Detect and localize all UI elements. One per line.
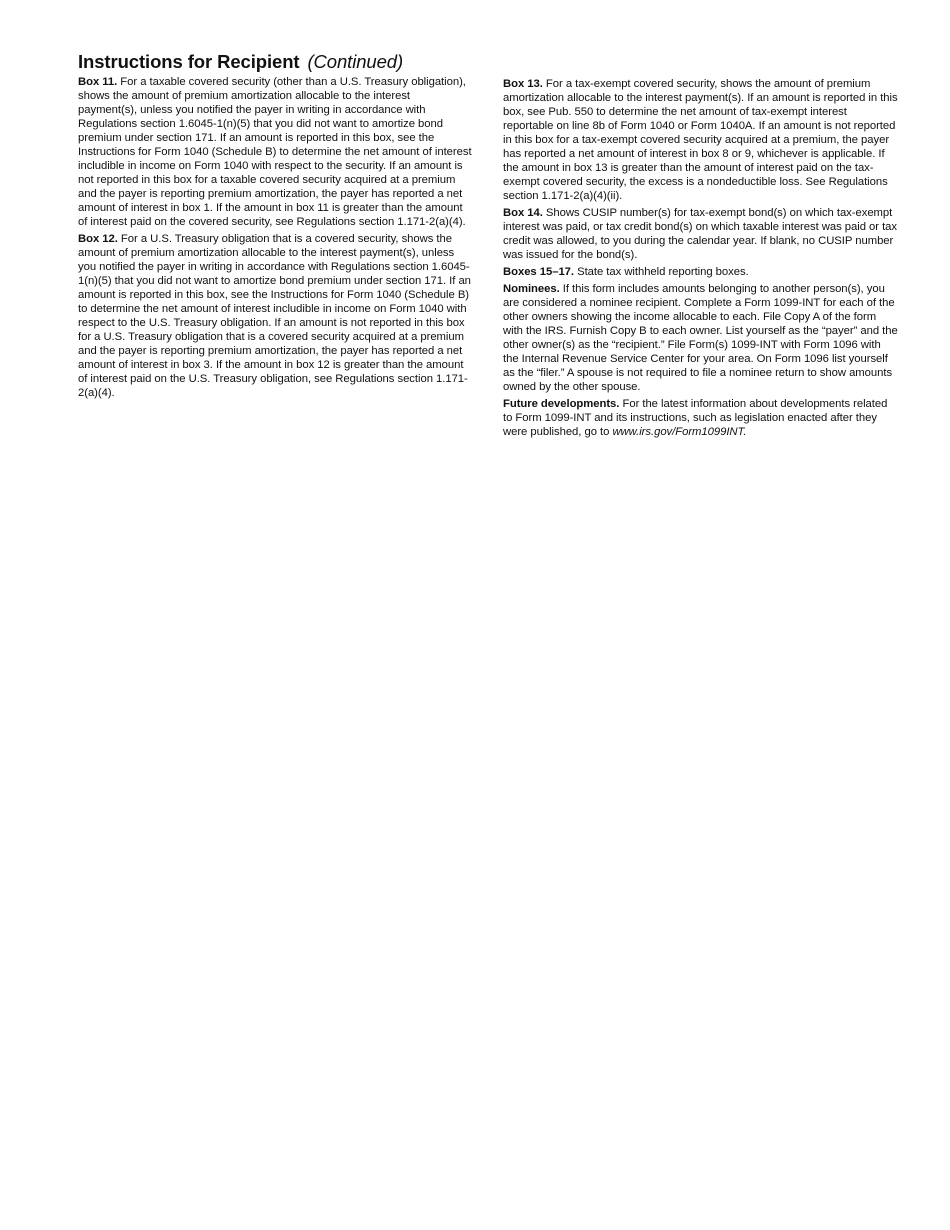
page-title <box>78 51 403 73</box>
box-12-label: Box 12. <box>78 233 118 245</box>
box-11-label: Box 11. <box>78 76 118 88</box>
future-developments-paragraph <box>503 397 899 439</box>
future-developments-text: For the latest information about developments related to Form 1099-INT and its instructions, such as legislation enacted after they were published, go to <box>503 398 888 438</box>
box-13-paragraph <box>503 77 899 203</box>
right-column <box>503 77 899 442</box>
box-14-label: Box 14. <box>503 207 543 219</box>
box-11-paragraph <box>78 75 472 229</box>
box-14-paragraph <box>503 206 899 262</box>
boxes-15-17-paragraph <box>503 265 899 279</box>
box-13-text: For a tax-exempt covered security, shows the amount of premium amortization allocable to the interest payment(s). If an amount is reported in this box, see Pub. 550 to determine the net amount of tax-exempt interest reportable on line 8b of Form 1040 or Form 1040A. If an amount is not reported in this box for a tax-exempt covered security acquired at a premium, the payer has reported a net amount of interest in box 8 or 9, whichever is applicable. If the amount in box 13 is greater than the amount of interest paid on the tax-exempt covered security, the excess is a nondeductible loss. See Regulations section 1.171-2(a)(4)(ii). <box>503 78 898 202</box>
future-developments-label: Future developments. <box>503 398 620 410</box>
boxes-15-17-text: State tax withheld reporting boxes. <box>574 266 749 278</box>
nominees-label: Nominees. <box>503 283 560 295</box>
irs-website-link[interactable]: www.irs.gov/Form1099INT. <box>612 426 747 438</box>
nominees-text: If this form includes amounts belonging to another person(s), you are considered a nominee recipient. Complete a Form 1099-INT for each of the other owners showing the income allocable to each. File Copy A of the form with the IRS. Furnish Copy B to each owner. List yourself as the “payer” and the other owner(s) as the “recipient.” File Form(s) 1099-INT with Form 1096 with the Internal Revenue Service Center for your area. On Form 1096 list yourself as the “filer.” A spouse is not required to file a nominee return to show amounts owned by the other spouse. <box>503 283 898 393</box>
box-12-paragraph <box>78 232 472 400</box>
title-text: Instructions for Recipient <box>78 51 300 72</box>
title-continued: (Continued) <box>307 51 404 72</box>
box-14-text: Shows CUSIP number(s) for tax-exempt bond(s) on which tax-exempt interest was paid, or tax credit bond(s) on which taxable interest was paid or tax credit was allowed, to you during the calendar year. If blank, no CUSIP number was issued for the bond(s). <box>503 207 898 261</box>
box-12-text: For a U.S. Treasury obligation that is a covered security, shows the amount of premium amortization allocable to the interest payment(s), unless you notified the payer in writing in accordance with Regulations section 1.6045-1(n)(5) that you did not want to amortize bond premium under section 171. If an amount is reported in this box, see the Instructions for Form 1040 (Schedule B) to determine the net amount of interest includible in income on Form 1040 with respect to the U.S. Treasury obligation. If an amount is not reported in this box for a U.S. Treasury obligation that is a covered security acquired at a premium and the payer is reporting premium amortization, the payer has reported a net amount of interest in box 3. If the amount in box 12 is greater than the amount of interest paid on the U.S. Treasury obligation, see Regulations section 1.171-2(a)(4). <box>78 233 471 399</box>
boxes-15-17-label: Boxes 15–17. <box>503 266 574 278</box>
box-11-text: For a taxable covered security (other than a U.S. Treasury obligation), shows the amount of premium amortization allocable to the interest payment(s), unless you notified the payer in writing in accordance with Regulations section 1.6045-1(n)(5) that you did not want to amortize bond premium under section 171. If an amount is reported in this box, see the Instructions for Form 1040 (Schedule B) to determine the net amount of interest includible in income on Form 1040 with respect to the security. If an amount is not reported in this box for a taxable covered security acquired at a premium and the payer is reporting premium amortization, the payer has reported a net amount of interest in box 1. If the amount in box 11 is greater than the amount of interest paid on the covered security, see Regulations section 1.171-2(a)(4). <box>78 76 472 228</box>
box-13-label: Box 13. <box>503 78 543 90</box>
nominees-paragraph <box>503 282 899 394</box>
left-column <box>78 75 472 403</box>
